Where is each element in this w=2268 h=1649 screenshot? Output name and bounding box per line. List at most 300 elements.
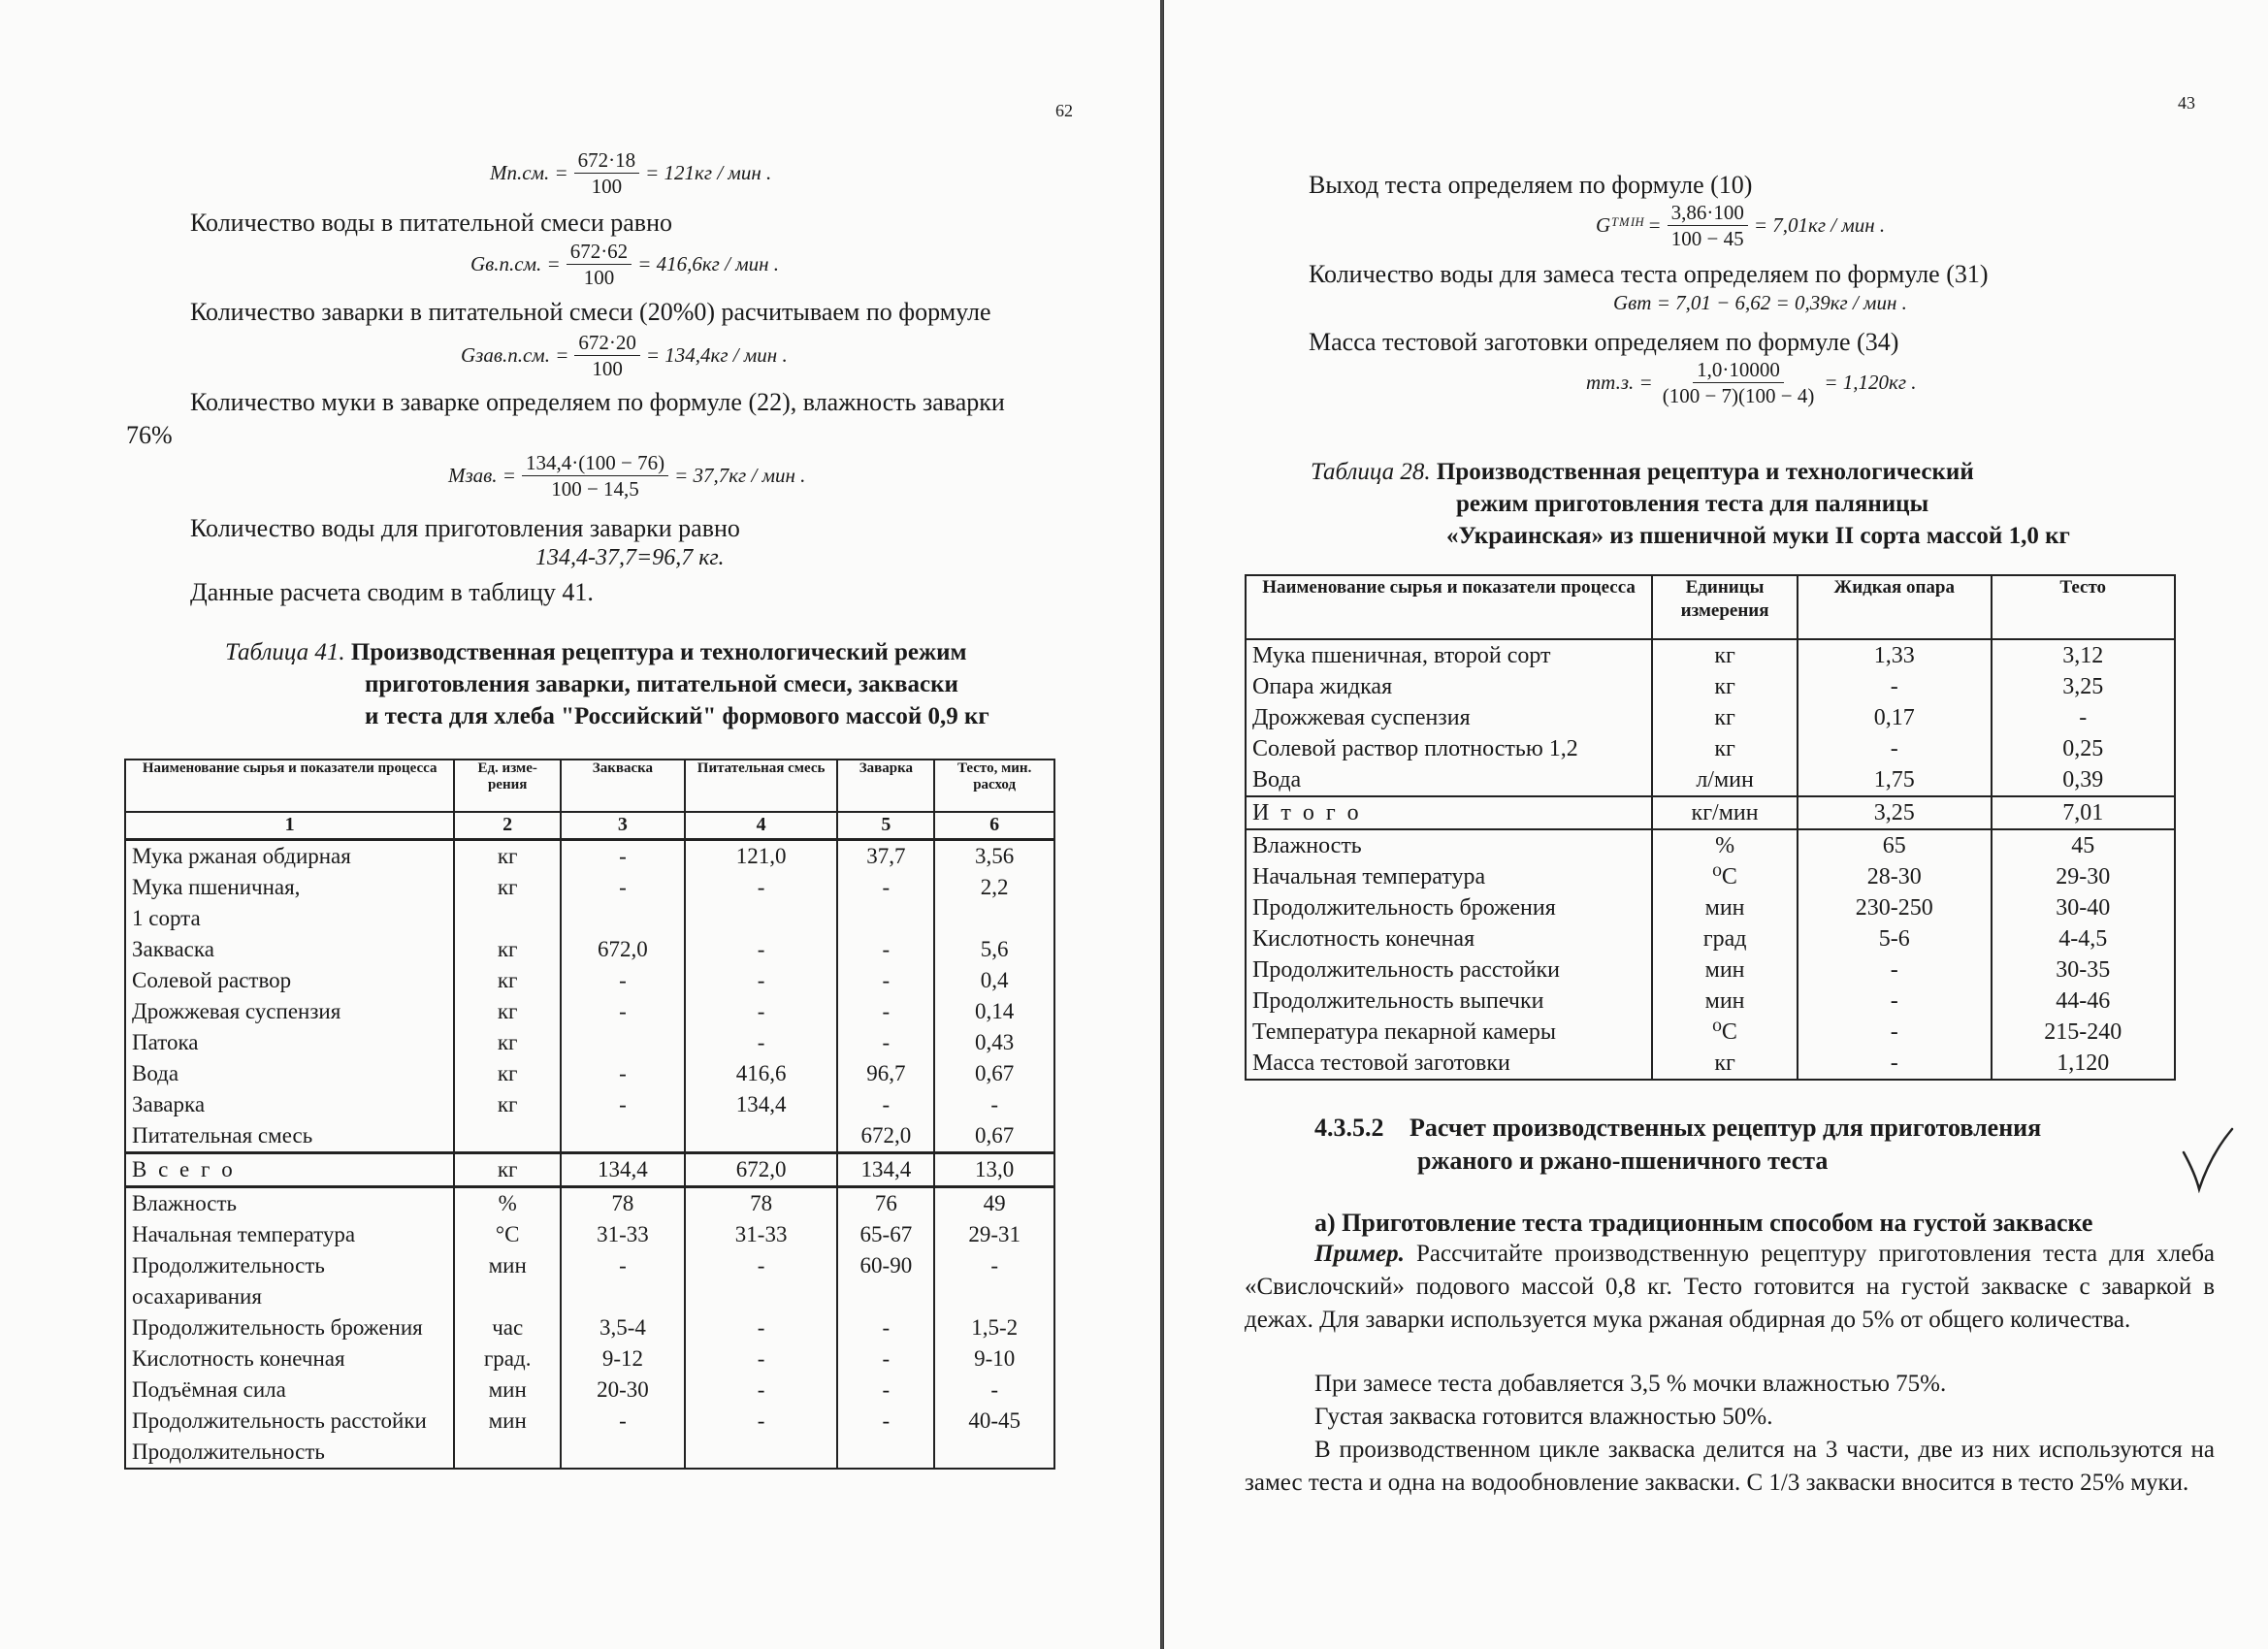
table-cell: - [837, 1027, 934, 1058]
table-cell: Солевой раствор плотностью 1,2 [1246, 733, 1652, 764]
table-row [1246, 671, 2175, 702]
table-cell [454, 1120, 561, 1153]
table-cell: И т о г о [1246, 796, 1652, 829]
paragraph: Густая закваска готовится влажностью 50%. [1314, 1404, 1773, 1430]
table-cell: Вода [125, 1058, 454, 1089]
fraction [522, 450, 668, 501]
table-cell [934, 1437, 1054, 1469]
table-cell: кг [1652, 733, 1798, 764]
table-cell: - [561, 1089, 685, 1120]
text-flour-line2: 76% [126, 421, 173, 449]
table-cell: Солевой раствор [125, 965, 454, 996]
table-cell: - [934, 1250, 1054, 1312]
table-cell: 230-250 [1798, 892, 1992, 923]
table-cell: Вода [1246, 764, 1652, 796]
table-cell: - [685, 1312, 838, 1343]
table-cell: Продолжительность выпечки [1246, 986, 1652, 1017]
subheading: а) Приготовление теста традиционным способом на густой закваске [1314, 1209, 2093, 1237]
table-cell: 3,25 [1992, 671, 2176, 702]
table-cell: Продолжительность брожения [1246, 892, 1652, 923]
table-header-row [1246, 575, 2175, 639]
table-cell: 3,5-4 [561, 1312, 685, 1343]
caption-line2: режим приготовления теста для паляницы [1456, 491, 1929, 517]
formula-gt [1596, 200, 1885, 251]
table-cell: 3,25 [1798, 796, 1992, 829]
text-yield: Выход теста определяем по формуле (10) [1309, 171, 1753, 199]
table-cell: мин [454, 1250, 561, 1312]
table-cell: 0,4 [934, 965, 1054, 996]
section-title-line2: ржаного и ржано-пшеничного теста [1417, 1147, 1829, 1175]
table-cell: 1,5-2 [934, 1312, 1054, 1343]
table-row [125, 1027, 1054, 1058]
table-row [125, 1312, 1054, 1343]
table-cell: кг [454, 1089, 561, 1120]
table-row [125, 903, 1054, 934]
table-cell: град [1652, 923, 1798, 954]
table-cell [561, 1027, 685, 1058]
table-cell: кг [454, 1058, 561, 1089]
formula-lhs: Gв.п.см. = [470, 252, 561, 275]
page-number: 43 [2178, 93, 2195, 113]
table-cell: 121,0 [685, 840, 838, 873]
table-cell: Начальная температура [1246, 861, 1652, 892]
table-row [1246, 954, 2175, 986]
numerator: 3,86·100 [1668, 200, 1748, 226]
col-number: 2 [454, 812, 561, 840]
table-cell: - [934, 1089, 1054, 1120]
formula-mpcm [490, 147, 771, 199]
table-cell: - [685, 872, 838, 903]
table-cell: Подъёмная сила [125, 1374, 454, 1406]
table-cell: - [1798, 671, 1992, 702]
col-header: Наименование сырья и показатели процесса [125, 760, 454, 812]
table-cell: Дрожжевая суспензия [125, 996, 454, 1027]
denominator: 100 − 45 [1670, 227, 1744, 250]
caption-line3: и теста для хлеба "Российский" формового массой 0,9 кг [365, 703, 989, 729]
table-cell: Масса тестовой заготовки [1246, 1048, 1652, 1080]
col-number: 5 [837, 812, 934, 840]
formula-gvt: Gвт = 7,01 − 6,62 = 0,39кг / мин . [1613, 291, 1907, 314]
col-header: Жидкая опара [1798, 575, 1992, 639]
table-cell: 9-12 [561, 1343, 685, 1374]
table-cell: 31-33 [561, 1219, 685, 1250]
table-cell: 2,2 [934, 872, 1054, 903]
table-cell: 416,6 [685, 1058, 838, 1089]
table-cell: час [454, 1312, 561, 1343]
table-cell: Мука пшеничная, [125, 872, 454, 903]
table-cell: °C [454, 1219, 561, 1250]
col-header: Питательная смесь [685, 760, 838, 812]
table-cell: мин [454, 1406, 561, 1437]
caption-label: Таблица 41. [225, 639, 345, 665]
table-cell: ⁰С [1652, 861, 1798, 892]
text-water-zavarka: Количество воды для приготовления заварки равно [190, 514, 740, 542]
section-title-line1: Расчет производственных рецептур для приготовления [1409, 1114, 2042, 1142]
table-cell: кг/мин [1652, 796, 1798, 829]
table-cell: 3,12 [1992, 639, 2176, 671]
table-cell [561, 1120, 685, 1153]
formula-rhs: = 1,120кг . [1824, 371, 1917, 394]
table-cell: - [837, 965, 934, 996]
right-page [1179, 0, 2268, 1649]
table-cell: 0,67 [934, 1058, 1054, 1089]
table-cell: 44-46 [1992, 986, 2176, 1017]
table-cell [454, 1437, 561, 1469]
table-cell: 3,56 [934, 840, 1054, 873]
table-cell: - [1798, 1017, 1992, 1048]
table-row [1246, 764, 2175, 796]
table-cell: 134,4 [561, 1153, 685, 1187]
table-cell: 29-30 [1992, 861, 2176, 892]
table-cell: - [685, 1343, 838, 1374]
formula-gvpcm [470, 239, 779, 290]
table-cell: мин [1652, 892, 1798, 923]
col-header: Тесто, мин. расход [934, 760, 1054, 812]
table-cell: 60-90 [837, 1250, 934, 1312]
table-cell: 0,17 [1798, 702, 1992, 733]
col-number: 1 [125, 812, 454, 840]
formula-rhs: = 416,6кг / мин . [637, 252, 780, 275]
table-cell: 0,67 [934, 1120, 1054, 1153]
table-row [125, 934, 1054, 965]
table-cell: Кислотность конечная [1246, 923, 1652, 954]
table-row [1246, 986, 2175, 1017]
table-cell: - [934, 1374, 1054, 1406]
table-cell: 672,0 [837, 1120, 934, 1153]
table-cell: 1 сорта [125, 903, 454, 934]
table-row [125, 965, 1054, 996]
table-row [125, 1250, 1054, 1312]
table-row [1246, 923, 2175, 954]
table-cell: - [837, 1343, 934, 1374]
table-cell: - [837, 1089, 934, 1120]
formula-gzav [461, 330, 788, 381]
calc-line: 134,4-37,7=96,7 кг. [535, 545, 725, 570]
table-cell: 96,7 [837, 1058, 934, 1089]
table-cell: - [561, 1058, 685, 1089]
table-cell: мин [1652, 954, 1798, 986]
col-number: 3 [561, 812, 685, 840]
table-row [125, 872, 1054, 903]
table-cell: Начальная температура [125, 1219, 454, 1250]
table-41 [124, 759, 1055, 1470]
table-cell [685, 903, 838, 934]
table-cell: кг [454, 965, 561, 996]
table-cell [561, 903, 685, 934]
total-row [1246, 796, 2175, 829]
table-cell: 29-31 [934, 1219, 1054, 1250]
table-cell: 0,14 [934, 996, 1054, 1027]
table-row [125, 1058, 1054, 1089]
fraction [574, 330, 640, 381]
text-mass: Масса тестовой заготовки определяем по формуле (34) [1309, 328, 1899, 356]
formula-rhs: = 37,7кг / мин . [674, 464, 806, 487]
table-cell: 13,0 [934, 1153, 1054, 1187]
table-cell: Дрожжевая суспензия [1246, 702, 1652, 733]
table-row [125, 996, 1054, 1027]
denominator: (100 − 7)(100 − 4) [1662, 384, 1815, 407]
col-header: Закваска [561, 760, 685, 812]
table-cell [454, 903, 561, 934]
formula-lhs: Gзав.п.см. = [461, 343, 569, 367]
table-row [1246, 1048, 2175, 1080]
table-cell: Опара жидкая [1246, 671, 1652, 702]
table-cell: 9-10 [934, 1343, 1054, 1374]
section-number: 4.3.5.2 [1314, 1114, 1384, 1142]
table-row [125, 1120, 1054, 1153]
table-28-body [1246, 639, 2175, 1080]
table-cell: 78 [685, 1187, 838, 1220]
table-row [1246, 733, 2175, 764]
table-row [125, 1343, 1054, 1374]
table-cell: - [837, 1312, 934, 1343]
book-spine [1160, 0, 1164, 1649]
caption-line3: «Украинская» из пшеничной муки II сорта массой 1,0 кг [1446, 523, 2070, 549]
table-cell: - [837, 934, 934, 965]
example-text: Рассчитайте производственную рецептуру приготовления теста для хлеба «Свислочский» подового массой 0,8 кг. Тесто готовится на густой закваске с заваркой в дежах. Для заварки используется мука ржаная обдирная до 5% от общего количества. [1245, 1241, 2216, 1333]
table-cell: 1,75 [1798, 764, 1992, 796]
formula-rhs: = 121кг / мин . [645, 161, 772, 184]
caption-label: Таблица 28. [1311, 459, 1431, 485]
denominator: 100 − 14,5 [551, 477, 639, 501]
table-cell: - [837, 996, 934, 1027]
table-cell: - [685, 1250, 838, 1312]
table-row [125, 1187, 1054, 1220]
table-cell: 40-45 [934, 1406, 1054, 1437]
table-cell: Влажность [1246, 829, 1652, 861]
table-cell: л/мин [1652, 764, 1798, 796]
caption-line2: приготовления заварки, питательной смеси, закваски [365, 671, 958, 697]
text-flour-line1: Количество муки в заварке определяем по формуле (22), влажность заварки [190, 388, 1005, 416]
table-cell: град. [454, 1343, 561, 1374]
numerator: 134,4·(100 − 76) [522, 450, 668, 476]
table-cell: 134,4 [685, 1089, 838, 1120]
formula-rhs: = 7,01кг / мин . [1753, 213, 1886, 237]
table-cell: Заварка [125, 1089, 454, 1120]
table-cell: Влажность [125, 1187, 454, 1220]
table-cell: - [685, 1406, 838, 1437]
table-cell: 0,43 [934, 1027, 1054, 1058]
table-cell: 30-35 [1992, 954, 2176, 986]
table-cell: кг [454, 934, 561, 965]
table-cell: - [1798, 733, 1992, 764]
table-row [1246, 829, 2175, 861]
col-header: Ед. изме-рения [454, 760, 561, 812]
table-cell [837, 1437, 934, 1469]
col-number: 6 [934, 812, 1054, 840]
fraction [1659, 357, 1819, 408]
table-cell: Продолжительность расстойки [125, 1406, 454, 1437]
text-water-mix: Количество воды в питательной смеси равно [190, 209, 672, 237]
text-summary: Данные расчета сводим в таблицу 41. [190, 578, 594, 606]
table-cell [685, 1120, 838, 1153]
table-cell: 672,0 [561, 934, 685, 965]
formula-rhs: = 134,4кг / мин . [645, 343, 788, 367]
text-zavarka-mix: Количество заварки в питательной смеси (20%0) расчитываем по формуле [190, 298, 991, 326]
table-cell: кг [454, 872, 561, 903]
table-cell: Мука ржаная обдирная [125, 840, 454, 873]
table-cell: 45 [1992, 829, 2176, 861]
denominator: 100 [592, 357, 623, 380]
table-row [1246, 892, 2175, 923]
table-cell: кг [1652, 639, 1798, 671]
table-cell: 0,25 [1992, 733, 2176, 764]
table-row [125, 1406, 1054, 1437]
table-row [125, 1219, 1054, 1250]
table-cell: Температура пекарной камеры [1246, 1017, 1652, 1048]
table-cell: 30-40 [1992, 892, 2176, 923]
table-cell: Кислотность конечная [125, 1343, 454, 1374]
fraction [574, 147, 640, 199]
column-number-row [125, 812, 1054, 840]
table-cell: Питательная смесь [125, 1120, 454, 1153]
table-cell: 134,4 [837, 1153, 934, 1187]
table-cell: - [561, 840, 685, 873]
table-cell: 0,39 [1992, 764, 2176, 796]
table-cell [837, 903, 934, 934]
text-water: Количество воды для замеса теста определяем по формуле (31) [1309, 260, 1989, 288]
denominator: 100 [583, 266, 615, 289]
table-cell [934, 903, 1054, 934]
table-cell: 5-6 [1798, 923, 1992, 954]
numerator: 672·18 [574, 147, 640, 174]
table-cell: 20-30 [561, 1374, 685, 1406]
fraction [1668, 200, 1748, 251]
table-28 [1245, 574, 2176, 1081]
table-cell: Мука пшеничная, второй сорт [1246, 639, 1652, 671]
formula-mzav [448, 450, 805, 501]
table-cell: кг [1652, 702, 1798, 733]
table-cell: - [685, 1374, 838, 1406]
table-cell: 28-30 [1798, 861, 1992, 892]
table-cell: 78 [561, 1187, 685, 1220]
col-header: Заварка [837, 760, 934, 812]
table-row [125, 1437, 1054, 1469]
table-row [125, 840, 1054, 873]
table-row [125, 1089, 1054, 1120]
table-cell: 1,33 [1798, 639, 1992, 671]
table-cell: - [685, 1027, 838, 1058]
formula-mtz [1586, 357, 1917, 408]
formula-lhs: Mп.см. = [490, 161, 568, 184]
table-cell: 76 [837, 1187, 934, 1220]
table-cell: - [561, 996, 685, 1027]
caption-line1: Производственная рецептура и технологический [1436, 459, 1974, 485]
formula-lhs: Mзав. = [448, 464, 516, 487]
denominator: 100 [591, 175, 623, 198]
table-cell: кг [454, 996, 561, 1027]
table-cell: - [561, 965, 685, 996]
col-header: Единицы измерения [1652, 575, 1798, 639]
table-cell: 49 [934, 1187, 1054, 1220]
table-cell: кг [454, 1027, 561, 1058]
table-cell: - [837, 1374, 934, 1406]
col-header: Наименование сырья и показатели процесса [1246, 575, 1652, 639]
table-cell: - [837, 872, 934, 903]
table-cell: ⁰С [1652, 1017, 1798, 1048]
table-cell: - [685, 996, 838, 1027]
table-cell: 31-33 [685, 1219, 838, 1250]
table-cell: 7,01 [1992, 796, 2176, 829]
col-number: 4 [685, 812, 838, 840]
table-cell: - [1798, 954, 1992, 986]
fraction [567, 239, 632, 290]
table-cell: - [561, 1250, 685, 1312]
table-row [1246, 861, 2175, 892]
table-cell: - [685, 965, 838, 996]
total-row [125, 1153, 1054, 1187]
formula-lhs: Gᵀᴹᴵᴴ = [1596, 213, 1662, 237]
table-cell: 215-240 [1992, 1017, 2176, 1048]
table-cell: - [1798, 986, 1992, 1017]
table-cell: В с е г о [125, 1153, 454, 1187]
caption-line1: Производственная рецептура и технологический режим [350, 639, 967, 665]
table-header-row [125, 760, 1054, 812]
table41-caption [225, 636, 989, 732]
table-cell: % [1652, 829, 1798, 861]
example-label: Пример. [1314, 1241, 1405, 1267]
table-cell: - [1798, 1048, 1992, 1080]
table-cell: 4-4,5 [1992, 923, 2176, 954]
table-cell: мин [454, 1374, 561, 1406]
table-cell: % [454, 1187, 561, 1220]
table-cell: 672,0 [685, 1153, 838, 1187]
paragraph-text: В производственном цикле закваска делится на 3 части, две из них используются на замес теста и одна на водообновление закваски. С 1/3 закваски вносится в тесто 25% муки. [1245, 1437, 2215, 1496]
table-row [125, 1374, 1054, 1406]
table-cell: 37,7 [837, 840, 934, 873]
col-header: Тесто [1992, 575, 2176, 639]
table-cell: - [1992, 702, 2176, 733]
table-cell: Закваска [125, 934, 454, 965]
table-row [1246, 639, 2175, 671]
table28-caption [1311, 456, 2070, 552]
table-cell: 1,120 [1992, 1048, 2176, 1080]
table-cell: кг [1652, 671, 1798, 702]
table-cell: - [561, 1406, 685, 1437]
table-cell: - [837, 1406, 934, 1437]
section-heading [1314, 1112, 2041, 1178]
table-cell: - [561, 872, 685, 903]
table-cell: кг [454, 840, 561, 873]
paragraph [1245, 1434, 2215, 1500]
table-cell [685, 1437, 838, 1469]
table-row [1246, 1017, 2175, 1048]
table-cell: Продолжительность осахаривания [125, 1250, 454, 1312]
page-number: 62 [1055, 101, 1073, 120]
table-41-body [125, 840, 1054, 1470]
numerator: 1,0·10000 [1693, 357, 1784, 383]
table-cell: кг [454, 1153, 561, 1187]
table-cell: 5,6 [934, 934, 1054, 965]
checkmark-icon [2178, 1125, 2236, 1193]
table-cell: Продолжительность [125, 1437, 454, 1469]
table-cell: Патока [125, 1027, 454, 1058]
formula-lhs: mт.з. = [1586, 371, 1653, 394]
example-paragraph [1245, 1238, 2215, 1337]
table-cell: кг [1652, 1048, 1798, 1080]
table-cell [561, 1437, 685, 1469]
paragraph: При замесе теста добавляется 3,5 % мочки влажностью 75%. [1314, 1371, 1947, 1397]
table-cell: Продолжительность брожения [125, 1312, 454, 1343]
table-cell: мин [1652, 986, 1798, 1017]
table-cell: 65 [1798, 829, 1992, 861]
numerator: 672·62 [567, 239, 632, 265]
table-cell: - [685, 934, 838, 965]
table-cell: Продолжительность расстойки [1246, 954, 1652, 986]
table-row [1246, 702, 2175, 733]
table-cell: 65-67 [837, 1219, 934, 1250]
numerator: 672·20 [574, 330, 640, 356]
